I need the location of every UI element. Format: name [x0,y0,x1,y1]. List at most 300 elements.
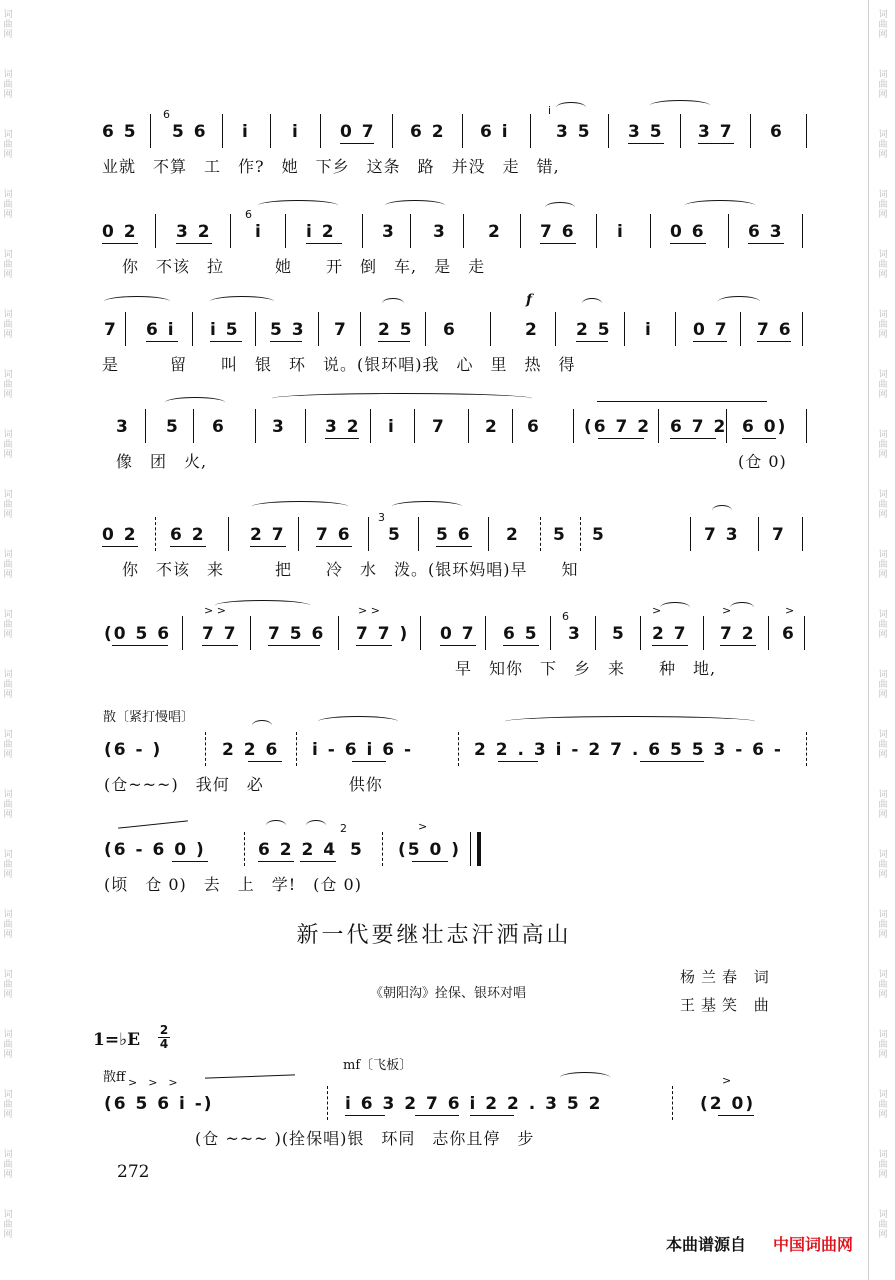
bar-line [580,517,581,551]
note-group: 6 3 [748,222,784,242]
note-group: 6 5 [503,624,539,644]
note-group: 0 6 [670,222,706,242]
bar-line [320,114,321,148]
note-group: 3 2 [176,222,212,242]
grace-note: i [548,104,552,117]
watermark-text: 词 曲 网 [3,1090,13,1120]
grace-note: 6 [245,208,252,221]
underline [316,546,352,547]
bar-line [595,616,596,650]
note-group: 6 [443,320,457,340]
slur [252,501,348,512]
note-group: 7 3 [704,525,740,545]
watermark-text: 词 曲 网 [3,730,13,760]
bar-line [512,409,513,443]
bar-line [680,114,681,148]
underline [470,1115,514,1116]
bar-line [255,312,256,346]
time-signature [158,1024,170,1051]
note-group: 5 [612,624,626,644]
bar-line [410,214,411,248]
watermark-text: 词 曲 网 [878,190,888,220]
bracket-line [597,401,767,402]
note-group: i [617,222,625,242]
note-group: 2 2 6 [222,740,280,760]
lyrics-line: 业就 不算 工 作? 她 下乡 这条 路 并没 走 错, [102,157,560,176]
note-group: 6 2 2 4 [258,840,338,860]
watermark-text: 词 曲 网 [3,850,13,880]
slur [382,298,404,309]
bar-line [802,517,803,551]
watermark-text: 词 曲 网 [3,1030,13,1060]
note-group: (2 0) [700,1094,756,1114]
underline [268,645,320,646]
bar-line [470,832,471,866]
underline [210,341,242,342]
bar-line [728,214,729,248]
bar-line [640,616,641,650]
slur [556,102,586,113]
watermark-text: 词 曲 网 [878,550,888,580]
slur [258,200,338,211]
note-group: 0 7 [693,320,729,340]
lyrics-line-right: (仓 0) [738,452,787,471]
watermark-text: 词 曲 网 [3,370,13,400]
slur [718,296,760,307]
note-group: 0 7 [340,122,376,142]
underline [345,1115,385,1116]
song-subtitle: 《朝阳沟》拴保、银环对唱 [370,986,527,1001]
underline [258,861,294,862]
note-group: 3 [568,624,582,644]
watermark-text: 词 曲 网 [3,10,13,40]
watermark-text: 词 曲 网 [3,670,13,700]
underline [640,761,704,762]
lyrics-line: 你 不该 来 把 冷 水 泼。(银环妈唱)早 知 [122,560,579,579]
watermark-text: 词 曲 网 [878,430,888,460]
note-group: 3 [433,222,447,242]
bar-line [305,409,306,443]
note-group: 7 7 [202,624,238,644]
slur [215,600,310,611]
watermark-text: 词 曲 网 [878,970,888,1000]
slur [560,1072,610,1083]
note-group: i [292,122,300,142]
tempo-label-left: 散ff [103,1070,126,1085]
bar-line [462,114,463,148]
note-group: 5 [592,525,606,545]
note-group: 3 [272,417,286,437]
note-group: i 5 [210,320,240,340]
watermark-text: 词 曲 网 [3,490,13,520]
slur [660,602,690,613]
bar-line [608,114,609,148]
underline [378,341,410,342]
underline [540,243,576,244]
watermark-text: 词 曲 网 [3,910,13,940]
bar-line [318,312,319,346]
bar-line [726,409,727,443]
underline [670,438,716,439]
note-group: 2 7 [250,525,286,545]
underline [250,546,286,547]
underline [412,861,448,862]
underline [112,645,168,646]
underline [718,1115,754,1116]
slur [685,200,755,211]
watermark-text: 词 曲 网 [3,790,13,820]
watermark-text: 词 曲 网 [878,1030,888,1060]
bar-line [362,214,363,248]
tempo-label-mid: mf〔飞板〕 [343,1058,413,1073]
slur [505,716,755,727]
note-group: 6 2 [410,122,446,142]
underline [172,861,208,862]
note-group: 0 2 [102,525,138,545]
note-group: 6 [782,624,796,644]
note-group: 5 3 [270,320,306,340]
bar-line [298,517,299,551]
bar-line [690,517,691,551]
watermark-text: 词 曲 网 [3,1150,13,1180]
note-group: 7 [432,417,446,437]
accent-mark: > [722,604,732,617]
lyrics-line: (顷 仓 0) 去 上 学! (仓 0) [104,875,362,894]
underline [356,645,392,646]
note-group: 3 [116,417,130,437]
note-group: 7 [334,320,348,340]
note-group: 7 6 [540,222,576,242]
song-title: 新一代要继壮志汗洒高山 [296,923,572,948]
bar-line [802,214,803,248]
bar-line [672,1086,673,1120]
note-group: 6 [527,417,541,437]
time-signature-numerator: 2 [159,1023,169,1037]
slur [712,505,732,516]
bar-line [703,616,704,650]
bar-line [338,616,339,650]
watermark-text: 词 曲 网 [878,1090,888,1120]
note-group: i - 6 i 6 - [312,740,414,760]
underline [503,645,539,646]
watermark-text: 词 曲 网 [3,1210,13,1240]
bar-line [228,517,229,551]
watermark-text: 词 曲 网 [3,250,13,280]
bar-line [420,616,421,650]
bar-line [806,114,807,148]
bar-line [750,114,751,148]
underline [300,861,336,862]
underline [202,645,238,646]
bar-line [370,409,371,443]
watermark-text: 词 曲 网 [3,310,13,340]
note-group: 6 i [480,122,510,142]
accent-mark: > [418,820,428,833]
bar-line [244,832,245,866]
note-group: 5 [388,525,402,545]
lyrics-line: 早 知你 下 乡 来 种 地, [455,659,717,678]
watermark-text: 词 曲 网 [878,730,888,760]
note-group: 7 6 [316,525,352,545]
note-group: 6 i [146,320,176,340]
note-group: (6 - 6 0 ) [104,840,206,860]
watermark-text: 词 曲 网 [878,490,888,520]
grace-note: 6 [163,108,170,121]
bar-line [740,312,741,346]
note-group: 6 7 2 [670,417,728,437]
underline [742,438,776,439]
bar-line [624,312,625,346]
underline [248,761,282,762]
bar-line [285,214,286,248]
lyrics-line: 你 不该 拉 她 开 倒 车, 是 走 [122,257,486,276]
note-group: i 6 3 2 7 6 i 2 2 . 3 5 2 [345,1094,603,1114]
bar-line [418,517,419,551]
note-group: 3 7 [698,122,734,142]
slur [392,501,462,512]
lyrics-line: 是 留 叫 银 环 说。(银环唱)我 心 里 热 得 [102,355,576,374]
note-group: (6 7 2 [584,417,652,437]
bar-line [555,312,556,346]
underline [440,645,476,646]
underline [325,438,359,439]
slur [272,393,532,404]
watermark-text: 词 曲 网 [878,310,888,340]
underline [693,341,727,342]
underline [102,243,138,244]
underline [270,341,302,342]
bar-line [205,732,206,766]
page-number: 272 [117,1162,150,1182]
source-site-link[interactable]: 中国词曲网 [773,1235,854,1254]
note-group: 7 7 ) [356,624,410,644]
bar-line [675,312,676,346]
note-group: 6 [212,417,226,437]
note-group: 7 2 [720,624,756,644]
underline [698,143,734,144]
accent-mark: > [652,604,662,617]
watermark-text: 词 曲 网 [878,790,888,820]
note-group: 6 2 [170,525,206,545]
slur [266,820,286,831]
note-group: 5 [166,417,180,437]
slur [210,296,274,307]
note-group: 0 7 [440,624,476,644]
bar-line [806,732,807,766]
slur [306,820,326,831]
note-group: 2 2 . 3 i - 2 7 . 6 5 5 3 - 6 - [474,740,783,760]
bar-line [270,114,271,148]
note-group: i [242,122,250,142]
underline [306,243,342,244]
bar-line [520,214,521,248]
bar-line [488,517,489,551]
slur [545,202,575,213]
bar-line [550,616,551,650]
accent-mark: > > [358,604,380,617]
note-group: 2 5 [576,320,612,340]
slur [252,720,272,731]
underline [748,243,784,244]
bar-line [458,732,459,766]
note-group: 3 5 [628,122,664,142]
note-group: 6 5 [102,122,138,142]
note-group: i [255,222,263,242]
lyrics-line: (仓 ~~~ )(拴保唱)银 环同 志你且停 步 [195,1129,535,1148]
accent-mark: > [722,1074,732,1087]
watermark-text: 词 曲 网 [3,550,13,580]
bar-line [802,312,803,346]
slur [385,200,445,211]
note-group: 2 7 [652,624,688,644]
watermark-text: 词 曲 网 [3,130,13,160]
note-group: 7 [104,320,118,340]
bar-line [150,114,151,148]
underline [652,645,688,646]
note-group: 5 6 [172,122,208,142]
note-group: 5 [350,840,364,860]
bar-line [414,409,415,443]
bar-line [658,409,659,443]
grace-note: 2 [340,822,347,835]
watermark-text: 词 曲 网 [3,970,13,1000]
accent-mark: > [785,604,795,617]
underline [720,645,756,646]
underline [757,341,791,342]
grace-note: 3 [378,511,385,524]
bar-line [804,616,805,650]
watermark-text: 词 曲 网 [3,610,13,640]
watermark-text: 词 曲 网 [878,10,888,40]
underline [176,243,212,244]
bar-line [155,214,156,248]
note-group: 6 [770,122,784,142]
underline [146,341,178,342]
note-group: 5 [553,525,567,545]
bar-line [463,214,464,248]
note-group: (6 - ) [104,740,163,760]
bar-line [125,312,126,346]
time-signature-denominator: 4 [159,1037,169,1051]
watermark-text: 词 曲 网 [878,670,888,700]
slur [730,602,754,613]
bar-line [392,114,393,148]
source-prefix: 本曲谱源自 [666,1235,747,1254]
bar-line [296,732,297,766]
note-group: 2 [506,525,520,545]
final-bar-line [477,832,481,866]
slur [582,298,602,309]
note-group: 3 5 [556,122,592,142]
slur [104,296,170,307]
note-group: (0 5 6 [104,624,172,644]
slur [165,397,225,408]
bar-line [145,409,146,443]
underline [436,546,472,547]
note-group: 7 5 6 [268,624,326,644]
note-group: i [388,417,396,437]
note-group: 2 [525,320,539,340]
underline [598,438,644,439]
bar-line [182,616,183,650]
bar-line [327,1086,328,1120]
accent-mark: > > [204,604,226,617]
bar-line [573,409,574,443]
note-group: 2 [485,417,499,437]
watermark-text: 词 曲 网 [878,130,888,160]
note-group: 2 [488,222,502,242]
bar-line [192,312,193,346]
note-group: 7 [772,525,786,545]
bar-line [425,312,426,346]
underline [102,546,138,547]
bar-line [368,517,369,551]
bar-line [255,409,256,443]
accent-mark: > > > [128,1076,178,1089]
note-group: 0 2 [102,222,138,242]
underline [170,546,206,547]
watermark-text: 词 曲 网 [878,370,888,400]
note-group: i [645,320,653,340]
underline [628,143,664,144]
bar-line [382,832,383,866]
note-group: 2 5 [378,320,414,340]
underline [352,761,386,762]
note-group: 3 2 [325,417,361,437]
watermark-text: 词 曲 网 [878,850,888,880]
grace-note: 6 [562,610,569,623]
slur [318,716,398,727]
underline [498,761,538,762]
bar-line [806,409,807,443]
lyrics-line: (仓~~~) 我何 必 供你 [104,775,383,794]
bar-line [768,616,769,650]
note-group: 7 6 [757,320,793,340]
bar-line [596,214,597,248]
bar-line [155,517,156,551]
bar-line [540,517,541,551]
watermark-text: 词 曲 网 [878,1210,888,1240]
underline [340,143,374,144]
lyricist-credit: 杨兰春 词 [680,968,775,986]
dynamic-mark: f [526,292,533,308]
bar-line [530,114,531,148]
bar-line [468,409,469,443]
underline [415,1115,459,1116]
watermark-text: 词 曲 网 [878,610,888,640]
watermark-text: 词 曲 网 [3,430,13,460]
watermark-text: 词 曲 网 [878,250,888,280]
slur [650,100,710,111]
watermark-text: 词 曲 网 [3,190,13,220]
underline [576,341,608,342]
note-group: 3 [382,222,396,242]
watermark-text: 词 曲 网 [878,70,888,100]
bar-line [193,409,194,443]
tempo-label: 散〔紧打慢唱〕 [103,710,195,725]
bar-line [490,312,491,346]
key-signature: 1=♭E [93,1030,141,1050]
watermark-text: 词 曲 网 [3,70,13,100]
note-group: 5 6 [436,525,472,545]
lyrics-line: 像 团 火, [116,452,208,471]
watermark-text: 词 曲 网 [878,910,888,940]
composer-credit: 王基笑 曲 [680,996,775,1014]
bar-line [758,517,759,551]
note-group: (5 0 ) [398,840,462,860]
bar-line [222,114,223,148]
underline [670,243,706,244]
